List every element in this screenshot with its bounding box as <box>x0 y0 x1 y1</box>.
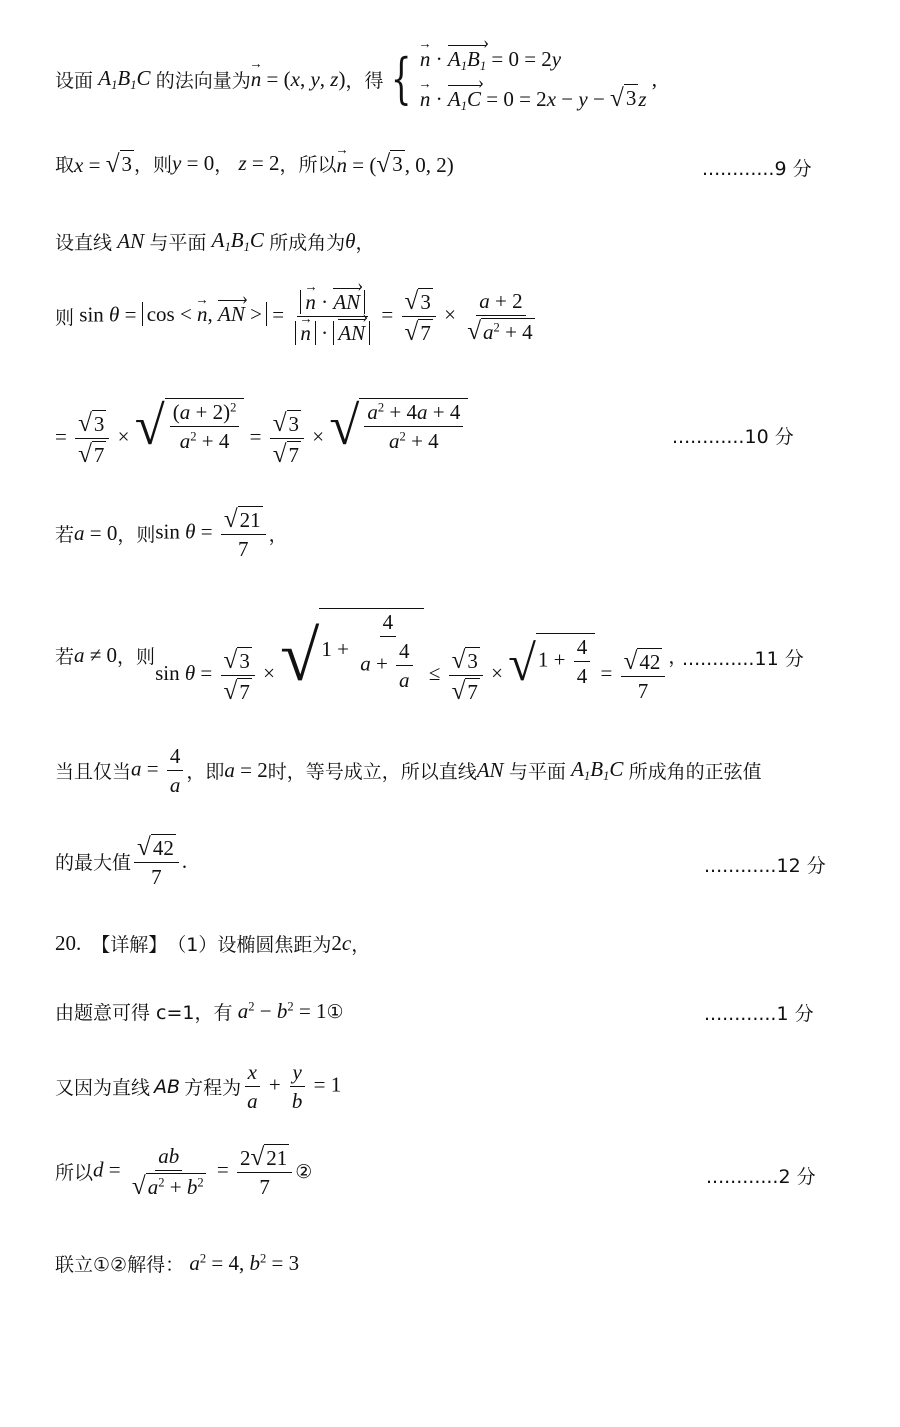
line-take-x <box>55 150 454 178</box>
text: 设直线 <box>55 232 113 254</box>
text: 时，等号成立，所以直线 <box>267 761 477 784</box>
text: ， <box>214 154 234 177</box>
math: sin θ = √ 3 √ 7 × √ 1 + 4 a + $\frac{4}{a}$ ≤ √ 3 √ 7 × √ 1 + $\frac{4}{4}$ = √ 42 7 <box>155 608 668 704</box>
line-solve <box>55 1250 299 1277</box>
text: 若 <box>55 646 75 669</box>
text: ，则 <box>134 154 173 177</box>
math: √ 42 7 <box>131 834 182 889</box>
math: a = $\frac{4}{a}$ <box>131 744 186 797</box>
line-line-ab <box>55 1060 341 1113</box>
text: ，则 <box>117 646 156 669</box>
text: 所成角为 <box>269 232 346 254</box>
section-label: 【详解】 <box>91 934 168 956</box>
text: 当且仅当 <box>55 761 132 784</box>
comma: , <box>646 66 658 91</box>
text: 则 <box>55 307 75 330</box>
equation-system: → $n \cdot A_1B_1$ › = 0 = 2y → $n \cdot A_1C$ › = 0 = 2x − y − √ 3 z <box>420 45 647 113</box>
text: 所成角的正弦值 <box>628 761 762 784</box>
text: ，即 <box>186 761 225 784</box>
math: θ <box>345 229 356 253</box>
text: ， <box>355 232 375 254</box>
text: ，所以 <box>279 154 337 177</box>
math: $A_1B_1C$ <box>206 228 270 254</box>
line-problem-20 <box>55 930 370 957</box>
score-12: ............12 分 <box>704 855 826 877</box>
text: ， <box>268 524 288 547</box>
problem-number: 20. <box>55 931 82 955</box>
text: 所以 <box>55 1162 94 1185</box>
system-brace: { <box>390 47 411 111</box>
math-plane: $A_1B_1C$ <box>93 65 156 92</box>
line-angle-def <box>55 228 375 255</box>
text: 的最大值 <box>55 852 132 875</box>
line-sin-theta <box>55 288 541 345</box>
line-c-equals-1 <box>55 998 344 1025</box>
text: ，得 <box>345 69 384 92</box>
math: → n = ( √ 3 , 0, 2) <box>337 150 454 178</box>
math: a ≠ 0 <box>74 643 118 668</box>
line-a-zero <box>55 506 288 561</box>
text: 取 <box>55 154 75 177</box>
math: 2c <box>331 931 352 955</box>
text: 方程为 <box>184 1077 242 1100</box>
math: $a^2 = 4$, $b^2 = 3$ <box>189 1251 300 1275</box>
math: z = 2 <box>238 151 280 176</box>
math-sin: sin θ = cos < → n, AN › > = → n · AN › → n · AN › = √ 3 √ 7 × a + 2 √ $a^2 + 4$ <box>74 288 541 345</box>
circle-two: ② <box>295 1160 313 1183</box>
text: ， <box>351 934 371 956</box>
text: . <box>181 849 188 874</box>
text: AB <box>154 1075 181 1098</box>
math: d = ab √ $a^2 + b^2$ = 2 √ 21 7 <box>93 1144 295 1199</box>
line-sin-expand <box>55 394 468 469</box>
line-max-value <box>55 834 187 889</box>
text: 与平面 <box>149 232 207 254</box>
math: $A_1B_1C$ <box>565 757 629 784</box>
math: = √ 3 √ 7 × √ $\frac{(a + 2)^2}{a^2 + 4}$ = √ 3 √ 7 × √ $\frac{a^2 + 4a + 4}{a^2 + 4}$ <box>55 398 468 468</box>
score-10: ............10 分 <box>672 426 794 448</box>
line-normal-vector <box>55 45 657 113</box>
math-n-def: → n = (x, y, z) <box>251 67 346 92</box>
line-equality <box>55 744 762 797</box>
score-9: ............9 分 <box>702 158 812 180</box>
math: sin θ = √ 21 7 <box>155 506 268 561</box>
text: 设面 <box>55 69 94 92</box>
text: （1）设椭圆焦距为 <box>167 934 332 956</box>
math: $a^2 - b^2 = 1$ <box>237 999 327 1023</box>
text: 的法向量为 <box>155 69 251 92</box>
text: ，则 <box>117 524 156 547</box>
text: 由题意可得 c=1，有 <box>55 1002 233 1024</box>
text: 联立①②解得： <box>55 1254 185 1276</box>
text: 与平面 <box>508 761 566 784</box>
math: x = √ 3 <box>74 150 133 178</box>
text: ， <box>668 646 688 669</box>
math: $\frac{x}{a}$ + $\frac{y}{b}$ = 1 <box>241 1060 341 1113</box>
math: AN <box>112 229 150 253</box>
math: AN <box>476 758 509 783</box>
math: a = 0 <box>74 521 118 546</box>
text: 又因为直线 <box>55 1077 151 1100</box>
text: 若 <box>55 524 75 547</box>
score-11: ............11 分 <box>682 648 804 670</box>
math: y = 0 <box>172 151 215 176</box>
circle-one: ① <box>326 1000 344 1023</box>
math: a = 2 <box>224 758 268 783</box>
score-2: ............2 分 <box>706 1166 816 1188</box>
score-1: ............1 分 <box>704 1003 814 1025</box>
line-distance <box>55 1144 312 1199</box>
line-a-nonzero <box>55 608 687 704</box>
